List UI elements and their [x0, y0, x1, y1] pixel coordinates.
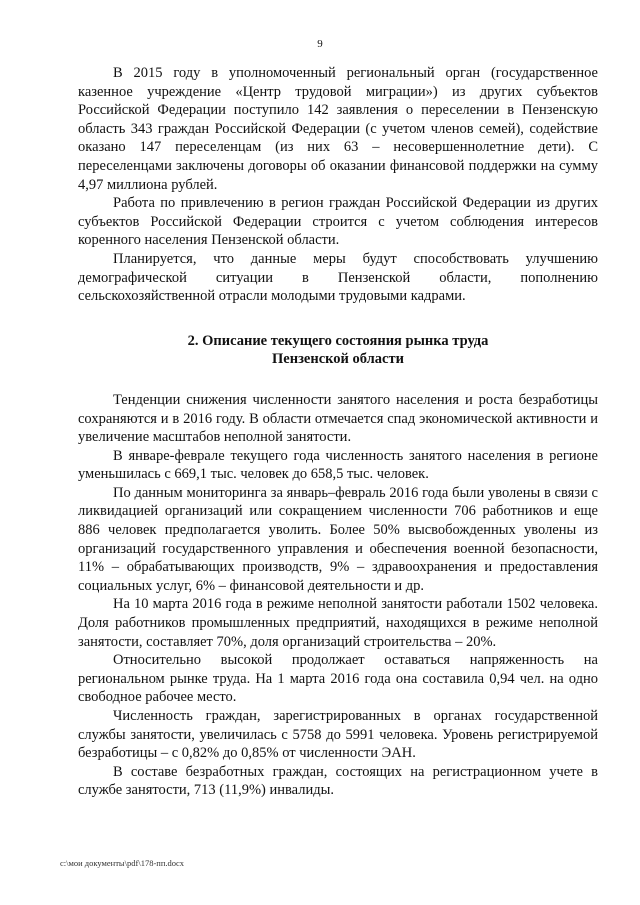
section-heading [78, 332, 598, 369]
paragraph-labor-tension: Относительно высокой продолжает оставаться напряженность на региональном рынке труда. На 1 марта 2016 года она составила 0,94 чел. на одно свободное рабочее место. [78, 652, 598, 706]
footer-file-path: c:\мои документы\pdf\178-пп.docx [60, 858, 185, 868]
paragraph-attraction-work: Работа по привлечению в регион граждан Российской Федерации из других субъектов Российской Федерации строится с учетом соблюдения интересов коренного населения Пензенской области. [78, 195, 598, 249]
paragraph-employment-jan-feb: В январе-феврале текущего года численность занятого населения в регионе уменьшилась с 669,1 тыс. человек до 658,5 тыс. человек. [78, 447, 598, 483]
page-number: 9 [317, 38, 323, 50]
paragraph-disabled-unemployed: В составе безработных граждан, состоящих на регистрационном учете в службе занятости, 713 (11,9%) инвалиды. [78, 763, 598, 799]
paragraph-part-time: На 10 марта 2016 года в режиме неполной занятости работали 1502 человека. Доля работников промышленных предприятий, находящихся в режиме неполной занятости, составляет 70%, доля организаций строительства – 20%. [78, 596, 598, 650]
paragraph-trends: Тенденции снижения численности занятого населения и роста безработицы сохраняются и в 2016 году. В области отмечается спад экономической активности и увеличение масштабов неполной занятости. [78, 391, 598, 446]
paragraph-planned-measures: Планируется, что данные меры будут способствовать улучшению демографической ситуации в Пензенской области, пополнению сельскохозяйственной отрасли молодыми трудовыми кадрами. [78, 250, 598, 305]
paragraph-registered-unemployed: Численность граждан, зарегистрированных в органах государственной службы занятости, увеличилась с 5758 до 5991 человека. Уровень регистрируемой безработицы – с 0,82% до 0,85% от численности ЭАН. [78, 708, 598, 762]
section-heading-line-1: 2. Описание текущего состояния рынка труда [187, 332, 489, 349]
document-body [78, 64, 598, 800]
paragraph-dismissals: По данным мониторинга за январь–февраль 2016 года были уволены в связи с ликвидацией организаций или сокращением численности 706 работников и еще 886 человек предполагается уволить. Более 50% высвобожденных уволены из организаций государственного управления и обеспечения военной безопасности, 11% – обрабатывающих производств, 9% – здравоохранения и предоставления социальных услуг, 6% – финансовой деятельности и др. [78, 484, 598, 594]
paragraph-resettlers-2015: В 2015 году в уполномоченный региональный орган (государственное казенное учреждение «Центр трудовой миграции») из других субъектов Российской Федерации поступило 142 заявления о переселении в Пензенскую область 343 граждан Российской Федерации (с учетом членов семей), содействие оказано 147 переселенцам (из них 63 – несовершеннолетние дети). С переселенцами заключены договоры об оказании финансовой поддержки на сумму 4,97 миллиона рублей. [78, 65, 598, 193]
section-heading-line-2: Пензенской области [272, 351, 404, 368]
